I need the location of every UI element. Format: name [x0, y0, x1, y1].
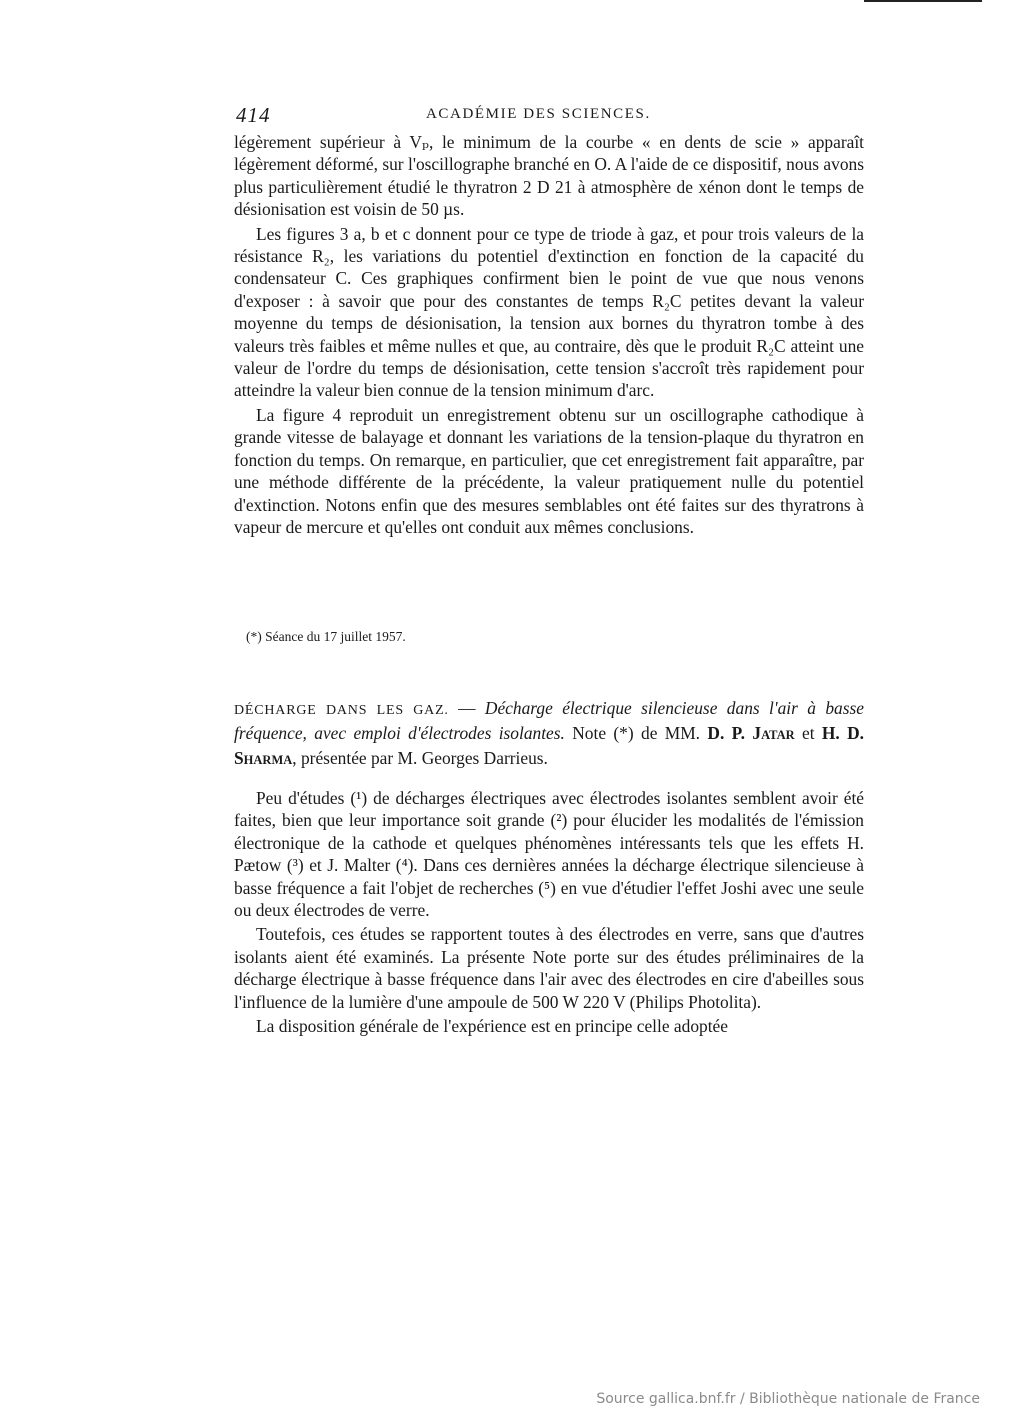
presented-by: , présentée par M. Georges Darrieus.	[292, 748, 548, 768]
article-heading	[234, 697, 864, 772]
paragraph: légèrement supérieur à Vₚ, le minimum de la courbe « en dents de scie » apparaît légèrement déformé, sur l'oscillographe branché en O. A l'aide de ce dispositif, nous avons plus particulièrement étudié le thyratron 2 D 21 à atmosphère de xénon dont le temps de désionisation est voisin de 50 µs.	[234, 132, 864, 220]
running-head: ACADÉMIE DES SCIENCES.	[426, 106, 651, 122]
paragraph: Toutefois, ces études se rapportent toutes à des électrodes en verre, sans que d'autres isolants aient été examinés. La présente Note porte sur des études préliminaires de la décharge électrique à basse fréquence dans l'air avec des électrodes en cire d'abeilles sous l'influence de la lumière d'une ampoule de 500 W 220 V (Philips Photolita).	[234, 924, 864, 1012]
paragraph: Les figures 3 a, b et c donnent pour ce type de triode à gaz, et pour trois valeurs de la résistance R₂, les variations du potentiel d'extinction en fonction de la capacité du condensateur C. Ces graphiques confirment bien le point de vue que nous venons d'exposer : à savoir que pour des constantes de temps R₂C petites devant la valeur moyenne du temps de désionisation, la tension aux bornes du thyratron tombe à des valeurs très faibles et même nulles et que, au contraire, dès que le produit R₂C atteint une valeur de l'ordre du temps de désionisation, cette tension s'accroît très rapidement pour atteindre la valeur bien connue de la tension minimum d'arc.	[234, 223, 864, 401]
paragraph: La disposition générale de l'expérience est en principe celle adoptée	[256, 1016, 728, 1037]
corner-rule	[864, 0, 982, 2]
author-name: D. P. JATAR	[707, 723, 795, 743]
author-name: H. D. SHARMA	[234, 723, 865, 768]
source-credit: Source gallica.bnf.fr / Bibliothèque nationale de France	[596, 1391, 980, 1407]
article-body-continued	[234, 131, 864, 538]
conjunction: et	[794, 723, 822, 743]
footnote: (*) Séance du 17 juillet 1957.	[246, 629, 406, 644]
section-label: DÉCHARGE DANS LES GAZ.	[234, 703, 449, 718]
note-prefix: Note (*) de MM.	[564, 723, 708, 743]
paragraph: Peu d'études (¹) de décharges électriques avec électrodes isolantes semblent avoir été faites, bien que leur importance soit grande (²) pour élucider les modalités de l'émission électronique de la cathode et quelques phénomènes intéressants tels que les effets H. Pætow (³) et J. Malter (⁴). Dans ces dernières années la décharge électrique silencieuse à basse fréquence a fait l'objet de recherches (⁵) en vue d'étudier l'effet Joshi avec une seule ou deux électrodes de verre.	[234, 788, 864, 921]
heading-dash: —	[448, 698, 485, 718]
paragraph: La figure 4 reproduit un enregistrement obtenu sur un oscillographe cathodique à grande vitesse de balayage et donnant les variations de la tension-plaque du thyratron en fonction du temps. On remarque, en particulier, que cet enregistrement fait apparaître, par une méthode différente de la précédente, la valeur pratiquement nulle du potentiel d'extinction. Notons enfin que des mesures semblables ont été faites sur des thyratrons à vapeur de mercure et qu'elles ont conduit aux mêmes conclusions.	[234, 404, 864, 537]
page-number: 414	[236, 103, 271, 127]
article-body	[234, 787, 864, 1037]
article-title: Décharge électrique silencieuse dans l'air à basse fréquence, avec emploi d'électrodes isolantes.	[234, 698, 864, 743]
